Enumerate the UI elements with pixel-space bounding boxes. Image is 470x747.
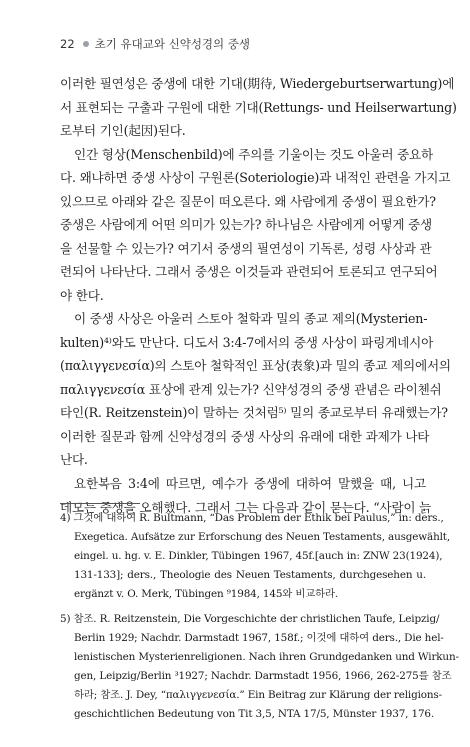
- body-line: παλιγγενεσία 표상에 관계 있는가? 신약성경의 중생 관념은 라이첸쉬: [60, 382, 442, 397]
- body-line: 을 선물할 수 있는가? 여기서 중생의 필연성이 기독론, 성령 사상과 관: [60, 241, 432, 256]
- body-line: 서 표현되는 구출과 구원에 대한 기대(Rettungs- und Heilserwartung): [60, 100, 457, 115]
- body-line: (παλιγγενεσία)의 스토아 철학적인 표상(表象)과 밀의 종교 제의에서의: [60, 358, 451, 373]
- running-header: [60, 36, 250, 52]
- body-line: 타인(R. Reitzenstein)이 말하는 것처럼⁵⁾ 밀의 종교로부터 유래했는가?: [60, 405, 448, 420]
- running-title: 초기 유대교와 신약성경의 중생: [94, 37, 251, 51]
- body-line: 이러한 필연성은 중생에 대한 기대(期待, Wiedergeburtserwartung)에: [60, 76, 455, 91]
- footnote-line: Exegetica. Aufsätze zur Erforschung des Neuen Testaments, ausgewählt,: [74, 531, 450, 543]
- footnote-line: Berlin 1929; Nachdr. Darmstadt 1967, 158f.; 이것에 대하여 ders., Die hel-: [74, 632, 444, 644]
- footnote-line: 5) 참조. R. Reitzenstein, Die Vorgeschichte der christlichen Taufe, Leipzig/: [60, 613, 440, 625]
- body-line: 인간 형상(Menschenbild)에 주의를 기울이는 것도 아울러 중요하: [74, 147, 433, 162]
- footnote-line: 4) 그것에 대하여 R. Bultmann, “Das Problem der Ethik bei Paulus,” in: ders.,: [60, 512, 444, 524]
- body-line: 난다.: [60, 452, 88, 467]
- footnote-line: eingel. u. hg. v. E. Dinkler, Tübingen 1967, 45f.[auch in: ZNW 23(1924),: [74, 550, 443, 562]
- body-line: 이러한 질문과 함께 신약성경의 중생 사상의 유래에 대한 과제가 나타: [60, 429, 430, 444]
- body-line: 있으므로 아래와 같은 질문이 떠오른다. 왜 사람에게 중생이 필요한가?: [60, 194, 436, 209]
- body-line: 로부터 기인(起因)된다.: [60, 123, 186, 138]
- footnote-line: 하라; 참조. J. Dey, “παλιγγενεσία.” Ein Beitrag zur Klärung der religions-: [74, 689, 442, 701]
- footnote-line: geschichtlichen Bedeutung von Tit 3,5, NTA 17/5, Münster 1937, 176.: [74, 708, 435, 720]
- body-line: 이 중생 사상은 아울러 스토아 철학과 밀의 종교 제의(Mysterien-: [74, 311, 428, 326]
- footnote-line: lenistischen Mysterienreligionen. Nach ihren Grundgedanken und Wirkun-: [74, 651, 459, 663]
- body-line: 련되어 나타난다. 그래서 중생은 이것들과 관련되어 토론되고 연구되어: [60, 264, 438, 279]
- page-number: 22: [60, 37, 75, 51]
- body-line: 야 한다.: [60, 288, 104, 303]
- footnote-rule: [60, 503, 140, 504]
- footnote-line: gen, Leipzig/Berlin ³1927; Nachdr. Darmstadt 1956, 1966, 262-275를 참조: [74, 670, 452, 682]
- body-line: 요한복음 3:4에 따르면, 예수가 중생에 대하여 말했을 때, 니고: [74, 476, 426, 491]
- body-line: 중생은 사람에게 어떤 의미가 있는가? 하나님은 사람에게 어떻게 중생: [60, 217, 433, 232]
- bullet-dot-icon: [83, 41, 89, 47]
- footnote-line: ergänzt v. O. Merk, Tübingen ⁹1984, 145와 비교하라.: [74, 588, 339, 600]
- body-line: 데모는 중생을 오해했다. 그래서 그는 다음과 같이 묻는다. “사람이 늙: [60, 500, 432, 515]
- footnote-line: 131-133]; ders., Theologie des Neuen Testaments, durchgesehen u.: [74, 569, 426, 581]
- body-line: kulten)⁴⁾와도 만난다. 디도서 3:4-7에서의 중생 사상이 파링게네시아: [60, 335, 434, 350]
- body-line: 다. 왜냐하면 중생 사상이 구원론(Soteriologie)과 내적인 관련을 가지고: [60, 170, 451, 185]
